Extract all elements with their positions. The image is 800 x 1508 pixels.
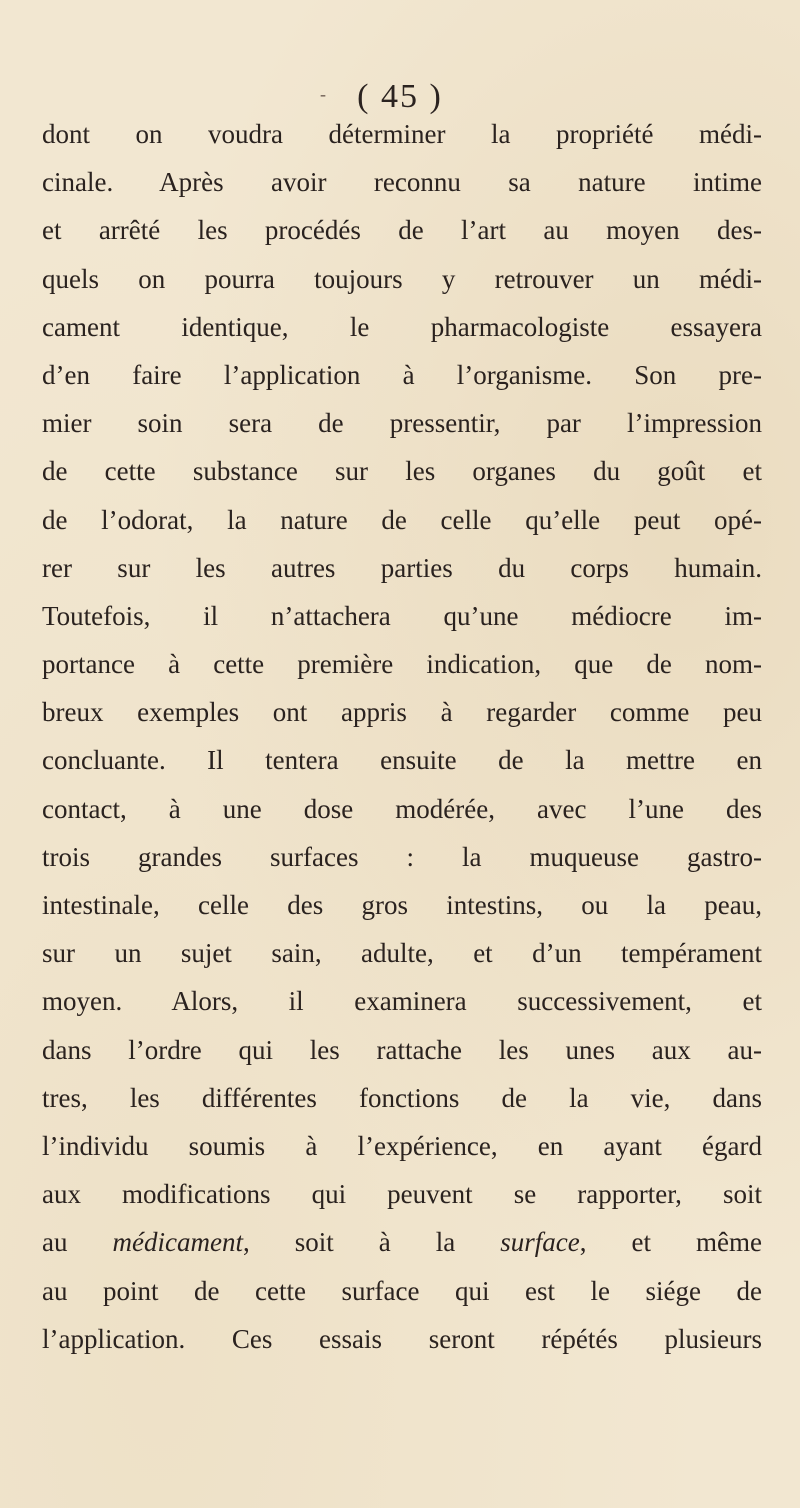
page-number-text: ( 45 ) [357, 78, 443, 115]
text-line: cament identique, le pharmacologiste essayera [42, 311, 762, 342]
text-line: au point de cette surface qui est le siége de [42, 1275, 762, 1306]
body-text [42, 110, 762, 1363]
text-line: dont on voudra déterminer la propriété médi- [42, 119, 762, 149]
text-line: de cette substance sur les organes du goût et [42, 456, 762, 487]
corner-mark: - [320, 84, 328, 104]
text-line: l’individu soumis à l’expérience, en ayant égard [42, 1130, 762, 1161]
text-segment: , et même [579, 1227, 763, 1258]
text-line: trois grandes surfaces : la muqueuse gastro- [42, 841, 762, 872]
text-line: contact, à une dose modérée, avec l’une des [42, 793, 762, 824]
text-line: l’application. Ces essais seront répétés plusieurs [42, 1323, 762, 1354]
text-line: moyen. Alors, il examinera successivement, et [42, 986, 762, 1017]
text-line: tres, les différentes fonctions de la vie, dans [42, 1082, 762, 1113]
text-line: mier soin sera de pressentir, par l’impression [42, 408, 762, 439]
text-line: rer sur les autres parties du corps humain. [42, 552, 762, 583]
text-line: de l’odorat, la nature de celle qu’elle peut opé- [42, 504, 762, 535]
text-line: dans l’ordre qui les rattache les unes aux au- [42, 1034, 762, 1065]
text-line: et arrêté les procédés de l’art au moyen des- [42, 215, 762, 246]
italic-medicament: médicament [112, 1227, 243, 1258]
text-line: cinale. Après avoir reconnu sa nature intime [42, 167, 762, 198]
text-line: sur un sujet sain, adulte, et d’un tempérament [42, 938, 762, 969]
text-segment: au [42, 1227, 113, 1258]
text-line: intestinale, celle des gros intestins, ou la peau, [42, 890, 762, 920]
text-line-italic [42, 1218, 762, 1266]
italic-surface: surface [500, 1227, 580, 1258]
text-line: quels on pourra toujours y retrouver un médi- [42, 263, 762, 294]
text-line: aux modifications qui peuvent se rapporter, soit [42, 1179, 762, 1210]
text-line: d’en faire l’application à l’organisme. Son pre- [42, 359, 762, 390]
text-line: concluante. Il tentera ensuite de la mettre en [42, 745, 762, 776]
text-line: portance à cette première indication, que de nom- [42, 649, 762, 680]
text-line: Toutefois, il n’attachera qu’une médiocre im- [42, 600, 762, 631]
text-line: breux exemples ont appris à regarder comme peu [42, 697, 762, 728]
text-segment: , soit à la [242, 1227, 501, 1258]
